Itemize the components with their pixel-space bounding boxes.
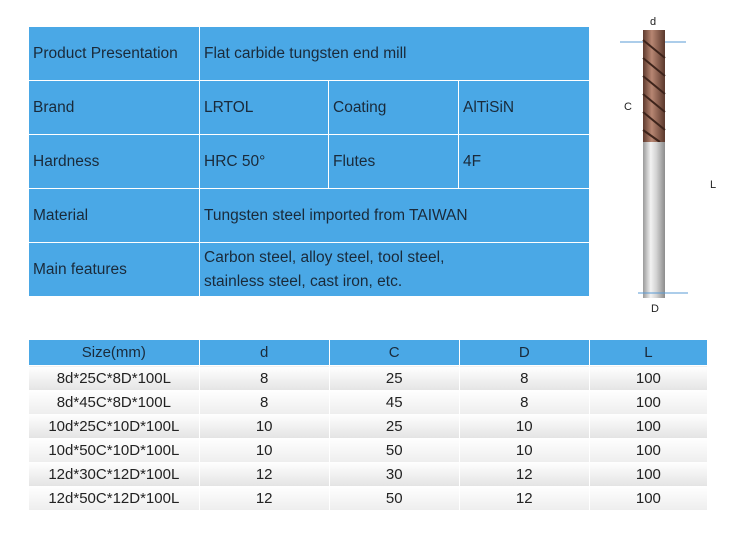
C-cell: 50 bbox=[329, 486, 459, 510]
brand-label: Brand bbox=[29, 81, 200, 135]
header-D: D bbox=[459, 340, 589, 366]
features-line-2: stainless steel, cast iron, etc. bbox=[204, 272, 403, 290]
material-value: Tungsten steel imported from TAIWAN bbox=[200, 189, 590, 243]
header-L: L bbox=[589, 340, 707, 366]
c-label: C bbox=[624, 101, 632, 113]
D-cell: 12 bbox=[459, 486, 589, 510]
spec-table bbox=[28, 26, 590, 297]
size-cell: 12d*30C*12D*100L bbox=[29, 462, 200, 486]
table-row bbox=[29, 366, 708, 391]
features-line-1: Carbon steel, alloy steel, tool steel, bbox=[204, 248, 445, 266]
C-cell: 25 bbox=[329, 414, 459, 438]
size-cell: 10d*25C*10D*100L bbox=[29, 414, 200, 438]
hardness-label: Hardness bbox=[29, 135, 200, 189]
product-label: Product Presentation bbox=[29, 27, 200, 81]
flutes-value: 4F bbox=[459, 135, 590, 189]
coating-value: AlTiSiN bbox=[459, 81, 590, 135]
spec-row-brand bbox=[29, 81, 590, 135]
spec-row-product bbox=[29, 27, 590, 81]
spec-row-features bbox=[29, 243, 590, 297]
table-row bbox=[29, 414, 708, 438]
size-header-row bbox=[29, 340, 708, 366]
l-label: L bbox=[710, 179, 717, 191]
shank bbox=[643, 142, 665, 298]
flutes-label: Flutes bbox=[329, 135, 459, 189]
L-cell: 100 bbox=[589, 390, 707, 414]
C-cell: 25 bbox=[329, 366, 459, 391]
end-mill-diagram bbox=[600, 10, 720, 320]
material-label: Material bbox=[29, 189, 200, 243]
header-C: C bbox=[329, 340, 459, 366]
size-cell: 8d*45C*8D*100L bbox=[29, 390, 200, 414]
C-cell: 30 bbox=[329, 462, 459, 486]
D-label: D bbox=[651, 303, 659, 315]
size-cell: 12d*50C*12D*100L bbox=[29, 486, 200, 510]
d-cell: 10 bbox=[199, 414, 329, 438]
d-cell: 8 bbox=[199, 390, 329, 414]
D-cell: 10 bbox=[459, 438, 589, 462]
table-row bbox=[29, 462, 708, 486]
D-cell: 12 bbox=[459, 462, 589, 486]
d-cell: 12 bbox=[199, 462, 329, 486]
features-label: Main features bbox=[29, 243, 200, 297]
D-cell: 10 bbox=[459, 414, 589, 438]
size-cell: 8d*25C*8D*100L bbox=[29, 366, 200, 391]
size-cell: 10d*50C*10D*100L bbox=[29, 438, 200, 462]
C-cell: 50 bbox=[329, 438, 459, 462]
table-row bbox=[29, 390, 708, 414]
L-cell: 100 bbox=[589, 462, 707, 486]
coating-label: Coating bbox=[329, 81, 459, 135]
d-cell: 8 bbox=[199, 366, 329, 391]
D-cell: 8 bbox=[459, 366, 589, 391]
L-cell: 100 bbox=[589, 438, 707, 462]
D-cell: 8 bbox=[459, 390, 589, 414]
d-cell: 10 bbox=[199, 438, 329, 462]
hardness-value: HRC 50° bbox=[200, 135, 329, 189]
spec-row-material bbox=[29, 189, 590, 243]
L-cell: 100 bbox=[589, 486, 707, 510]
table-row bbox=[29, 486, 708, 510]
header-d: d bbox=[199, 340, 329, 366]
table-row bbox=[29, 438, 708, 462]
features-value bbox=[200, 243, 590, 297]
header-size: Size(mm) bbox=[29, 340, 200, 366]
d-label: d bbox=[649, 16, 657, 28]
spec-row-hardness bbox=[29, 135, 590, 189]
C-cell: 45 bbox=[329, 390, 459, 414]
size-table bbox=[28, 339, 708, 510]
L-cell: 100 bbox=[589, 366, 707, 391]
L-cell: 100 bbox=[589, 414, 707, 438]
brand-value: LRTOL bbox=[200, 81, 329, 135]
product-value: Flat carbide tungsten end mill bbox=[200, 27, 590, 81]
d-cell: 12 bbox=[199, 486, 329, 510]
